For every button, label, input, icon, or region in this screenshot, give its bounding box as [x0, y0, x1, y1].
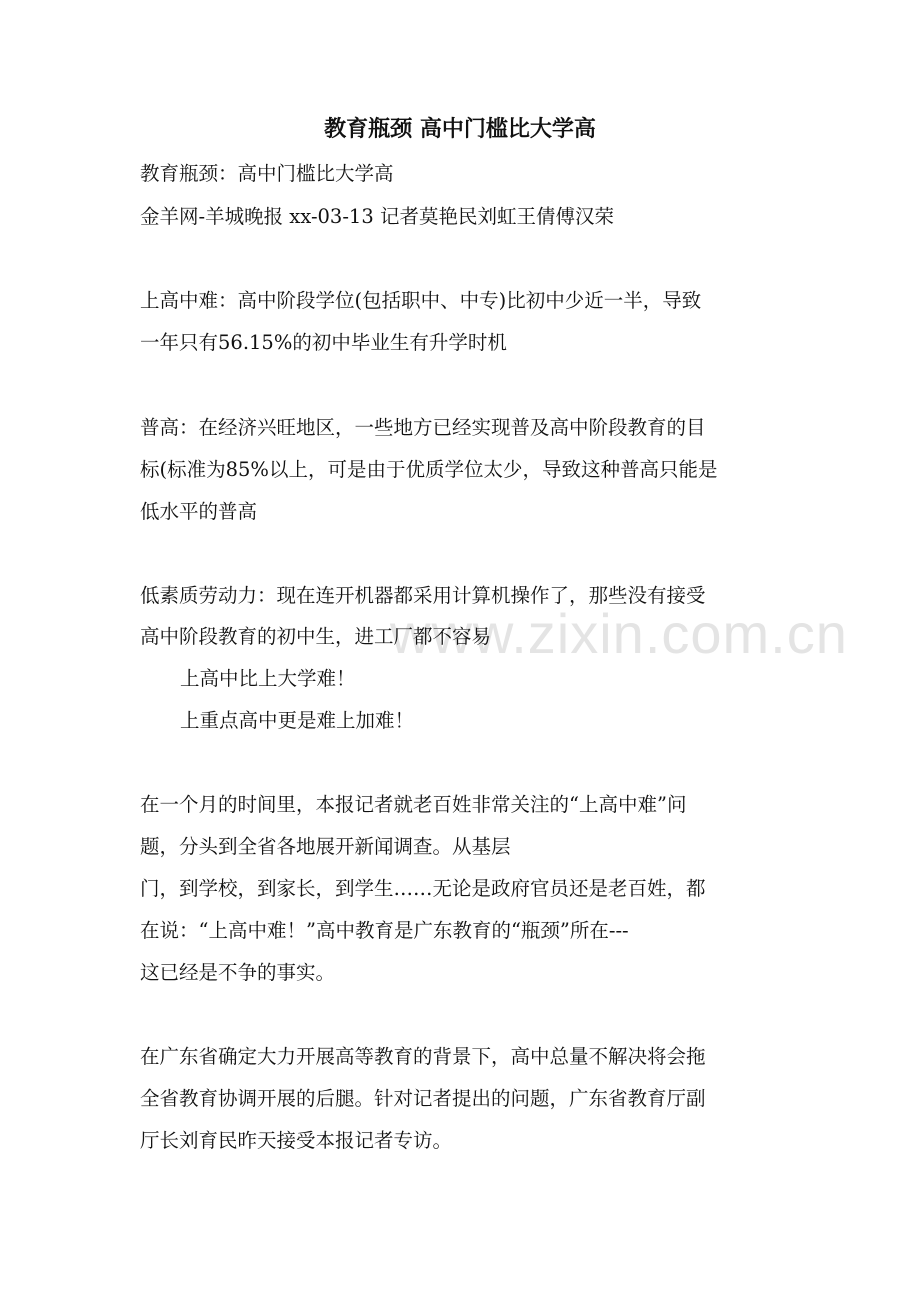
paragraph-line: 一年只有56.15%的初中毕业生有升学时机: [140, 331, 507, 354]
paragraph-line: 全省教育协调开展的后腿。针对记者提出的问题，广东省教育厅副: [140, 1087, 706, 1110]
paragraph-line: 题，分头到全省各地展开新闻调查。从基层: [140, 835, 511, 858]
paragraph-line: 上高中难：高中阶段学位(包括职中、中专)比初中少近一半，导致: [140, 289, 702, 312]
paragraph-line: 标(标准为85%以上，可是由于优质学位太少，导致这种普高只能是: [140, 458, 718, 481]
emphasis-line: 上高中比上大学难！: [180, 667, 356, 690]
paragraph-line: 低水平的普高: [140, 500, 258, 523]
subtitle-line: 教育瓶颈：高中门槛比大学高: [140, 162, 394, 185]
paragraph-line: 低素质劳动力：现在连开机器都采用计算机操作了，那些没有接受: [140, 584, 706, 607]
watermark: www.zixin.com.cn: [390, 602, 848, 665]
paragraph-line: 在说：“上高中难！”高中教育是广东教育的“瓶颈”所在---: [140, 919, 629, 942]
emphasis-line: 上重点高中更是难上加难！: [180, 709, 415, 732]
paragraph-line: 厅长刘育民昨天接受本报记者专访。: [140, 1129, 453, 1152]
paragraph-line: 普高：在经济兴旺地区，一些地方已经实现普及高中阶段教育的目: [140, 416, 706, 439]
paragraph-line: 这已经是不争的事实。: [140, 961, 336, 984]
paragraph-line: 在一个月的时间里，本报记者就老百姓非常关注的“上高中难”问: [140, 793, 687, 816]
paragraph-line: 门，到学校，到家长，到学生……无论是政府官员还是老百姓，都: [140, 877, 706, 900]
paragraph-line: 在广东省确定大力开展高等教育的背景下，高中总量不解决将会拖: [140, 1045, 706, 1068]
byline: 金羊网-羊城晚报 xx-03-13 记者莫艳民刘虹王倩傅汉荣: [140, 205, 614, 228]
paragraph-line: 高中阶段教育的初中生，进工厂都不容易: [140, 625, 492, 648]
page-title: 教育瓶颈 高中门槛比大学高: [324, 116, 596, 142]
